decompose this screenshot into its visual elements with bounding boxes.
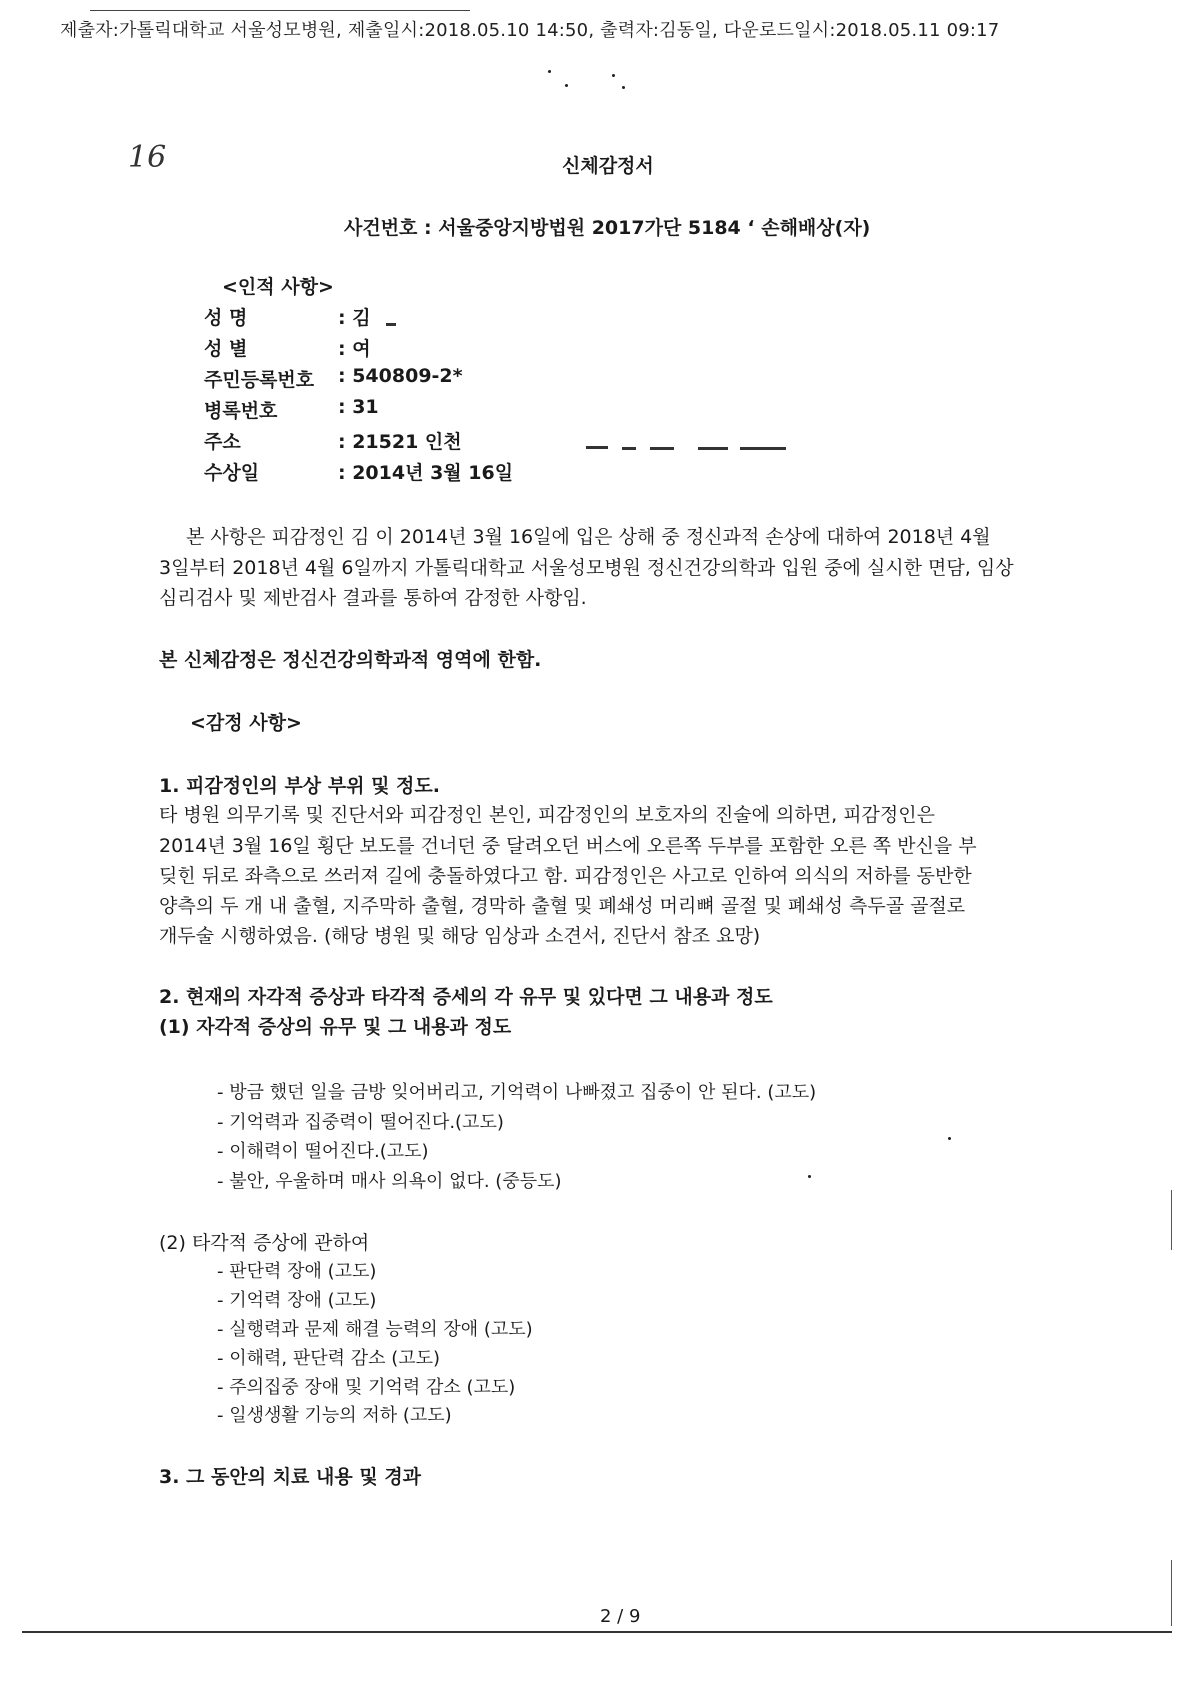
objective-symptom-item: - 기억력 장애 (고도) xyxy=(217,1290,377,1311)
scan-edge-mark xyxy=(1171,1190,1172,1250)
section-1-line: 양측의 두 개 내 출혈, 지주막하 출혈, 경막하 출혈 및 폐쇄성 머리뼈 골절 및 폐쇄성 측두골 골절로 xyxy=(159,895,966,917)
handwritten-page-mark: 16 xyxy=(128,140,167,175)
section-1-line: 타 병원 의무기록 및 진단서와 피감정인 본인, 피감정인의 보호자의 진술에 의하면, 피감정인은 xyxy=(159,804,935,826)
redaction-mark xyxy=(386,323,396,326)
field-label-resident-id: 주민등록번호 xyxy=(204,369,315,391)
field-label-address: 주소 xyxy=(204,431,241,453)
scan-speck xyxy=(612,74,615,77)
objective-symptom-item: - 주의집중 장애 및 기억력 감소 (고도) xyxy=(217,1377,516,1398)
intro-line-1: 본 사항은 피감정인 김 이 2014년 3월 16일에 입은 상해 중 정신과적 손상에 대하여 2018년 4월 xyxy=(186,526,991,548)
objective-symptom-item: - 실행력과 문제 해결 능력의 장애 (고도) xyxy=(217,1319,533,1340)
redaction-mark xyxy=(586,446,608,449)
redaction-mark xyxy=(650,447,674,450)
subjective-symptom-item: - 기억력과 집중력이 떨어진다.(고도) xyxy=(217,1112,504,1133)
scope-statement: 본 신체감정은 정신건강의학과적 영역에 한함. xyxy=(159,649,542,671)
submission-header: 제출자:가톨릭대학교 서울성모병원, 제출일시:2018.05.10 14:50, 출력자:김동일, 다운로드일시:2018.05.11 09:17 xyxy=(60,20,1000,41)
section-3-heading: 3. 그 동안의 치료 내용 및 경과 xyxy=(159,1466,422,1488)
case-number-line: 사건번호 : 서울중앙지방법원 2017가단 5184 ʻ 손해배상(자) xyxy=(344,217,871,239)
field-value-resident-id: : 540809-2* xyxy=(338,365,463,387)
field-value-address: : 21521 인천 xyxy=(338,431,462,453)
evaluation-heading: <감정 사항> xyxy=(190,712,302,734)
redaction-mark xyxy=(622,447,636,450)
field-value-record-no: : 31 xyxy=(338,396,379,418)
field-label-record-no: 병록번호 xyxy=(204,400,278,422)
scan-edge-mark xyxy=(1171,1560,1172,1626)
scan-speck xyxy=(948,1137,951,1140)
subjective-symptom-item: - 방금 했던 일을 금방 잊어버리고, 기억력이 나빠졌고 집중이 안 된다. (고도) xyxy=(217,1082,817,1103)
personal-info-heading: <인적 사항> xyxy=(222,276,334,298)
field-label-name: 성 명 xyxy=(204,307,248,329)
field-value-name: : 김 xyxy=(338,307,371,329)
intro-line-2: 3일부터 2018년 4월 6일까지 가톨릭대학교 서울성모병원 정신건강의학과 입원 중에 실시한 면담, 임상 xyxy=(159,557,1014,579)
section-2-subjective-heading: (1) 자각적 증상의 유무 및 그 내용과 정도 xyxy=(159,1016,512,1038)
scan-speck xyxy=(808,1175,811,1178)
section-1-line: 딪힌 뒤로 좌측으로 쓰러져 길에 충돌하였다고 함. 피감정인은 사고로 인하여 의식의 저하를 동반한 xyxy=(159,865,972,887)
objective-symptom-item: - 이해력, 판단력 감소 (고도) xyxy=(217,1348,441,1369)
field-label-sex: 성 별 xyxy=(204,338,248,360)
intro-line-3: 심리검사 및 제반검사 결과를 통하여 감정한 사항임. xyxy=(159,587,587,609)
scan-speck xyxy=(622,86,625,89)
field-label-injury-date: 수상일 xyxy=(204,462,260,484)
scan-speck xyxy=(565,84,568,87)
section-1-line: 개두술 시행하였음. (해당 병원 및 해당 임상과 소견서, 진단서 참조 요망) xyxy=(159,925,761,947)
section-1-line: 2014년 3월 16일 횡단 보도를 건너던 중 달려오던 버스에 오른쪽 두부를 포함한 오른 쪽 반신을 부 xyxy=(159,835,977,857)
redaction-mark xyxy=(740,447,786,450)
section-2-objective-heading: (2) 타각적 증상에 관하여 xyxy=(159,1232,370,1254)
document-title: 신체감정서 xyxy=(562,155,654,177)
field-value-sex: : 여 xyxy=(338,338,371,360)
footer-rule xyxy=(22,1631,1172,1633)
subjective-symptom-item: - 이해력이 떨어진다.(고도) xyxy=(217,1141,429,1162)
redaction-mark xyxy=(698,447,728,450)
section-1-heading: 1. 피감정인의 부상 부위 및 정도. xyxy=(159,775,440,797)
section-2-heading: 2. 현재의 자각적 증상과 타각적 증세의 각 유무 및 있다면 그 내용과 정도 xyxy=(159,986,773,1008)
subjective-symptom-item: - 불안, 우울하며 매사 의욕이 없다. (중등도) xyxy=(217,1171,562,1192)
field-value-injury-date: : 2014년 3월 16일 xyxy=(338,462,514,484)
scan-speck xyxy=(548,70,551,73)
header-rule xyxy=(90,10,470,11)
page-number: 2 / 9 xyxy=(600,1606,641,1627)
objective-symptom-item: - 판단력 장애 (고도) xyxy=(217,1261,377,1282)
objective-symptom-item: - 일생생활 기능의 저하 (고도) xyxy=(217,1405,452,1426)
